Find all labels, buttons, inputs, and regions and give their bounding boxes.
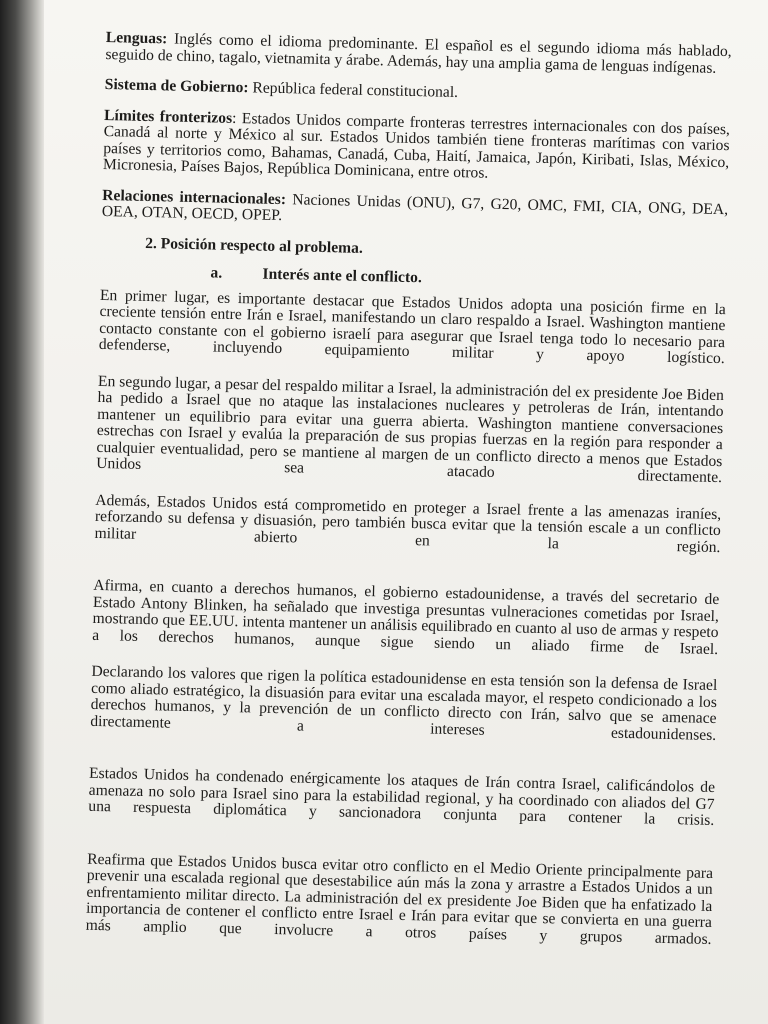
info-text: República federal constitucional.: [248, 79, 459, 102]
info-label: Relaciones internacionales:: [102, 186, 287, 208]
document-body: [85, 30, 731, 948]
section-heading: 2. Posición respecto al problema.: [144, 234, 364, 257]
paragraph-6: Estados Unidos ha condenado enérgicamente los ataques de Irán contra Israel, calificándolos de amenaza no solo para Israel sino para la estabilidad regional, y ha coordinado con aliados del G7 una respuesta diplomática y sancionadora conjunta para contener la crisis.: [88, 764, 716, 830]
info-government: [105, 77, 731, 108]
paragraph-4: Afirma, en cuanto a derechos humanos, el gobierno estadounidense, a través del secretario de Estado Antony Blinken, ha señalado que investiga presuntas vulneraciones cometidas por Israel, mostrando que EE.UU. intenta mantener un análisis equilibrado en cuanto al uso de armas y respeto a los derechos humanos, aunque sigue siendo un aliado firme de Israel.: [92, 576, 720, 658]
paragraph-2: En segundo lugar, a pesar del respaldo militar a Israel, la administración del ex presidente Joe Biden ha pedido a Israel que no ataque las instalaciones nucleares y petroleras de Irán, intentando mantener un equilibrio para evitar una guerra abierta. Washington mantiene conversaciones estrechas con Israel y evalúa la preparación de sus propias fuerzas en la región para responder a cualquier eventualidad, pero se mantiene al margen de un conflicto directo a menos que Estados Unidos sea atacado directamente.: [95, 372, 725, 487]
info-international-relations: [102, 187, 729, 234]
info-label: Límites fronterizos: [103, 106, 233, 127]
paragraph-5: Declarando los valores que rigen la política estadounidense en esta tensión son la defensa de Israel como aliado estratégico, la disuasión para evitar una escalada mayor, el respeto condicionado a los derechos humanos, y la prevención de un conflicto directo con Irán, salvo que se amenace directamente a intereses estadounidenses.: [90, 662, 718, 744]
info-text: Naciones Unidas (ONU), G7, G20, OMC, FMI, CIA, ONG, DEA, OEA, OTAN, OECD, OPEP.: [101, 190, 729, 225]
paragraph-3: Además, Estados Unidos está comprometido en proteger a Israel frente a las amenazas iraníes, reforzando su defensa y disuasión, pero también busca evitar que la tensión escale a un conflicto militar abierto en la región.: [94, 491, 722, 556]
paragraph-1: En primer lugar, es importante destacar que Estados Unidos adopta una posición firme en la creciente tensión entre Irán e Israel, manifestando un claro respaldo a Israel. Washington mantiene contacto constante con el gobierno israelí para asegurar que Israel tenga todo lo necesario para defenderse, incluyendo equipamiento militar y apoyo logístico.: [98, 286, 727, 368]
info-text: Inglés como el idioma predominante. El español es el segundo idioma más hablado, seguido de chino, tagalo, vietnamita y árabe. Además, hay una amplia gama de lenguas indígenas.: [105, 30, 732, 77]
subsection-heading: [210, 265, 726, 293]
subsection-number: a.: [210, 264, 223, 282]
info-languages: [105, 30, 732, 77]
document-page: [44, 0, 768, 1024]
info-text: : Estados Unidos comparte fronteras terrestres internacionales con dos países, Canadá al norte y México al sur. Estados Unidos también tiene fronteras marítimas con varios países y territorios como, Bahamas, Canadá, Cuba, Haití, Jamaica, Japón, Kiribati, Islas, México, Micronesia, Países Bajos, República Dominicana, entre otros.: [102, 109, 731, 182]
info-label: Lenguas:: [105, 29, 168, 48]
info-borders: [103, 107, 730, 187]
book-binding-shadow: [0, 0, 44, 1024]
subsection-title: Interés ante el conflicto.: [262, 265, 423, 287]
paragraph-7: Reafirma que Estados Unidos busca evitar otro conflicto en el Medio Oriente principalmente para prevenir una escalada regional que desestabilice aún más la zona y arrastre a Estados Unidos a un enfrentamiento militar directo. La administración del ex presidente Joe Biden que ha enfatizado la importancia de contener el conflicto entre Israel e Irán para evitar que se convierta en una guerra más amplio que involucre a otros países y grupos armados.: [85, 850, 714, 948]
info-label: Sistema de Gobierno:: [104, 75, 249, 97]
